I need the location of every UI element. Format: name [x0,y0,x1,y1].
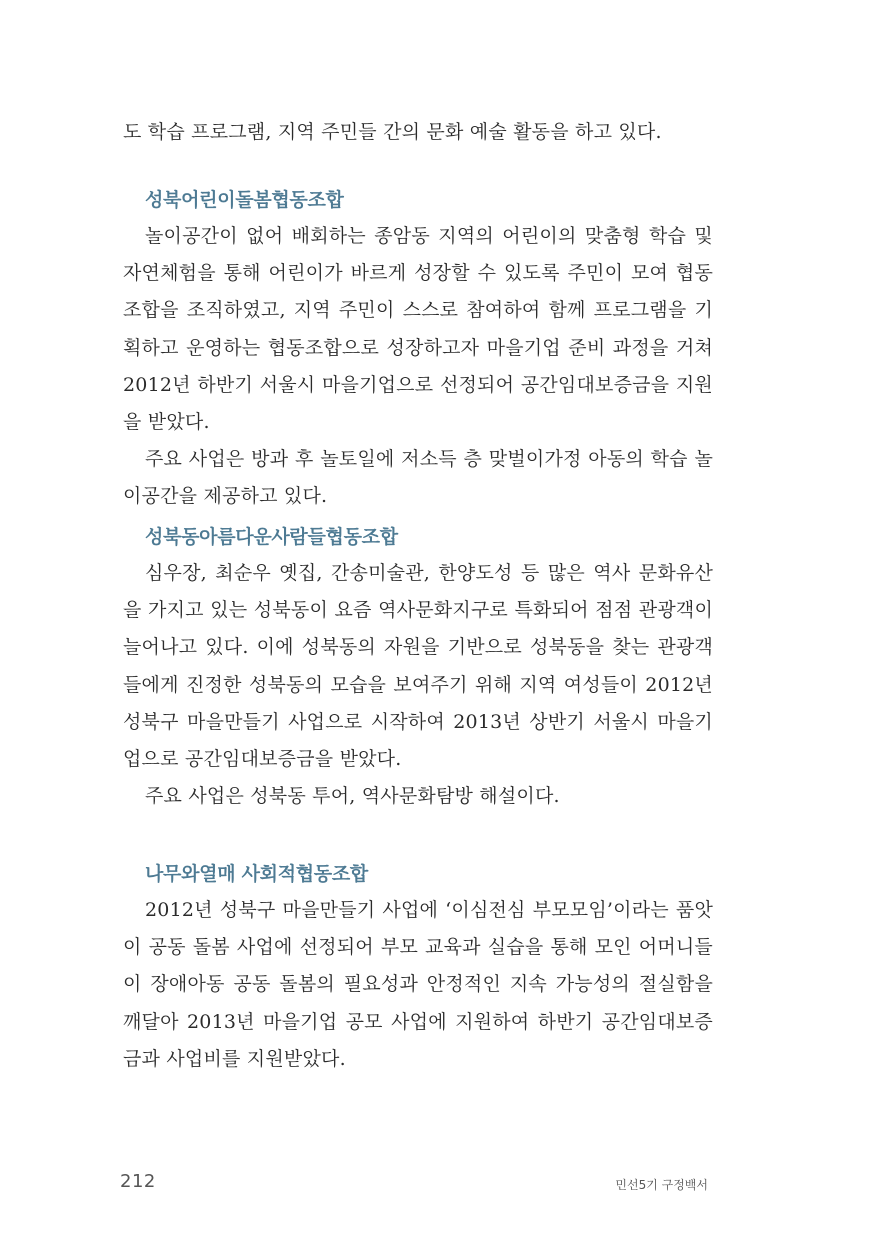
section-title: 성북어린이돌봄협동조합 [145,189,344,211]
section-1 [123,186,713,516]
section-paragraph: 심우장, 최순우 옛집, 간송미술관, 한양도성 등 많은 역사 문화유산을 가지고 있는 성북동이 요즘 역사문화지구로 특화되어 점점 관광객이 늘어나고 있다. 이에 성북동의 자원을 기반으로 성북동을 찾는 관광객들에게 진정한 성북동의 모습을 보여주기 위해 지역 여성들이 2012년 성북구 마을만들기 사업으로 시작하여 2013년 상반기 서울시 마을기업으로 공간임대보증금을 받았다. [123,562,713,771]
section-title: 성북동아름다운사람들협동조합 [145,526,398,548]
section-2 [123,523,713,815]
section-paragraph: 2012년 성북구 마을만들기 사업에 ‘이심전심 부모모임’이라는 품앗이 공동 돌봄 사업에 선정되어 부모 교육과 실습을 통해 모인 어머니들이 장애아동 공동 돌봄의 필요성과 안정적인 지속 가능성의 절실함을 깨달아 2013년 마을기업 공모 사업에 지원하여 하반기 공간임대보증금과 사업비를 지원받았다. [123,899,713,1070]
section-3 [123,860,713,1078]
section-paragraph: 놀이공간이 없어 배회하는 종암동 지역의 어린이의 맞춤형 학습 및 자연체험을 통해 어린이가 바르게 성장할 수 있도록 주민이 모여 협동조합을 조직하였고, 지역 주민이 스스로 참여하여 함께 프로그램을 기획하고 운영하는 협동조합으로 성장하고자 마을기업 준비 과정을 거쳐 2012년 하반기 서울시 마을기업으로 선정되어 공간임대보증금을 지원을 받았다. [123,225,713,434]
section-title: 나무와열매 사회적협동조합 [145,863,368,885]
section-paragraph: 주요 사업은 성북동 투어, 역사문화탐방 해설이다. [145,785,560,808]
book-title: 민선5기 구정백서 [615,1178,708,1192]
intro-line: 도 학습 프로그램, 지역 주민들 간의 문화 예술 활동을 하고 있다. [123,121,662,143]
section-paragraph: 주요 사업은 방과 후 놀토일에 저소득 층 맞벌이가정 아동의 학습 놀이공간을 제공하고 있다. [123,448,713,508]
page-number: 212 [120,1171,156,1192]
